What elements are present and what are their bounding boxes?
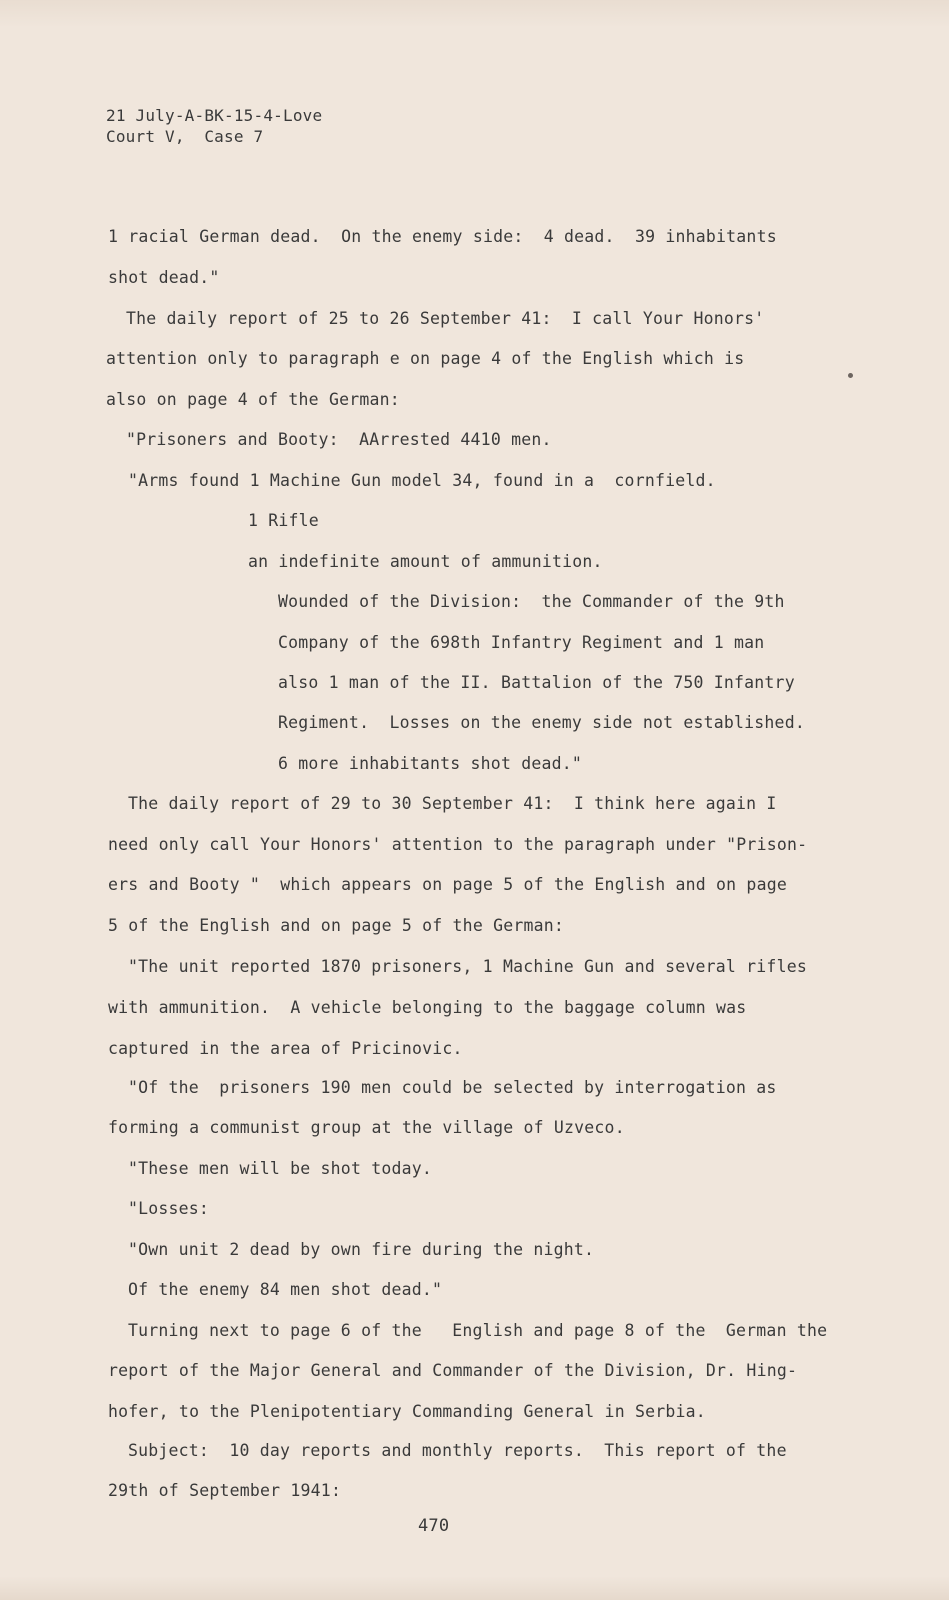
body-line: also on page 4 of the German: [106,390,400,409]
body-line: Regiment. Losses on the enemy side not established. [278,713,805,732]
body-line: "Arms found 1 Machine Gun model 34, found in a cornfield. [128,471,716,490]
body-line: Turning next to page 6 of the English and page 8 of the German the [128,1321,828,1340]
body-line: forming a communist group at the village of Uzveco. [108,1118,625,1137]
body-line: captured in the area of Pricinovic. [108,1039,463,1058]
body-line: 29th of September 1941: [108,1481,342,1500]
body-line: Subject: 10 day reports and monthly reports. This report of the [128,1441,787,1460]
body-line: hofer, to the Plenipotentiary Commanding General in Serbia. [108,1402,706,1421]
body-line: with ammunition. A vehicle belonging to the baggage column was [108,998,747,1017]
body-line: "Of the prisoners 190 men could be selected by interrogation as [128,1078,777,1097]
body-line: need only call Your Honors' attention to the paragraph under "Prison- [108,835,808,854]
body-line: Of the enemy 84 men shot dead." [128,1280,443,1299]
body-line: Wounded of the Division: the Commander of the 9th [278,592,785,611]
page-number: 470 [418,1516,450,1536]
body-line: The daily report of 29 to 30 September 41: I think here again I [128,794,777,813]
body-line: "These men will be shot today. [128,1159,433,1178]
body-line: 5 of the English and on page 5 of the German: [108,916,565,935]
header-court-case: Court V, Case 7 [106,127,264,146]
body-line: "The unit reported 1870 prisoners, 1 Machine Gun and several rifles [128,957,807,976]
body-line: report of the Major General and Commander of the Division, Dr. Hing- [108,1361,798,1380]
body-line: attention only to paragraph e on page 4 of the English which is [106,349,745,368]
body-line: Company of the 698th Infantry Regiment and 1 man [278,633,765,652]
body-line: "Prisoners and Booty: AArrested 4410 men. [126,430,552,449]
body-line: "Losses: [128,1199,210,1218]
body-line: an indefinite amount of ammunition. [248,552,603,571]
header-reference: 21 July-A-BK-15-4-Love [106,106,323,125]
body-line: 1 racial German dead. On the enemy side: 4 dead. 39 inhabitants [108,227,777,246]
body-line: shot dead." [108,268,220,287]
body-line: ers and Booty " which appears on page 5 of the English and on page [108,875,787,894]
body-line: 1 Rifle [248,511,319,530]
ink-speck [848,373,853,378]
body-line: 6 more inhabitants shot dead." [278,754,583,773]
body-line: "Own unit 2 dead by own fire during the night. [128,1240,595,1259]
body-line: The daily report of 25 to 26 September 41: I call Your Honors' [126,309,765,328]
body-line: also 1 man of the II. Battalion of the 750 Infantry [278,673,795,692]
